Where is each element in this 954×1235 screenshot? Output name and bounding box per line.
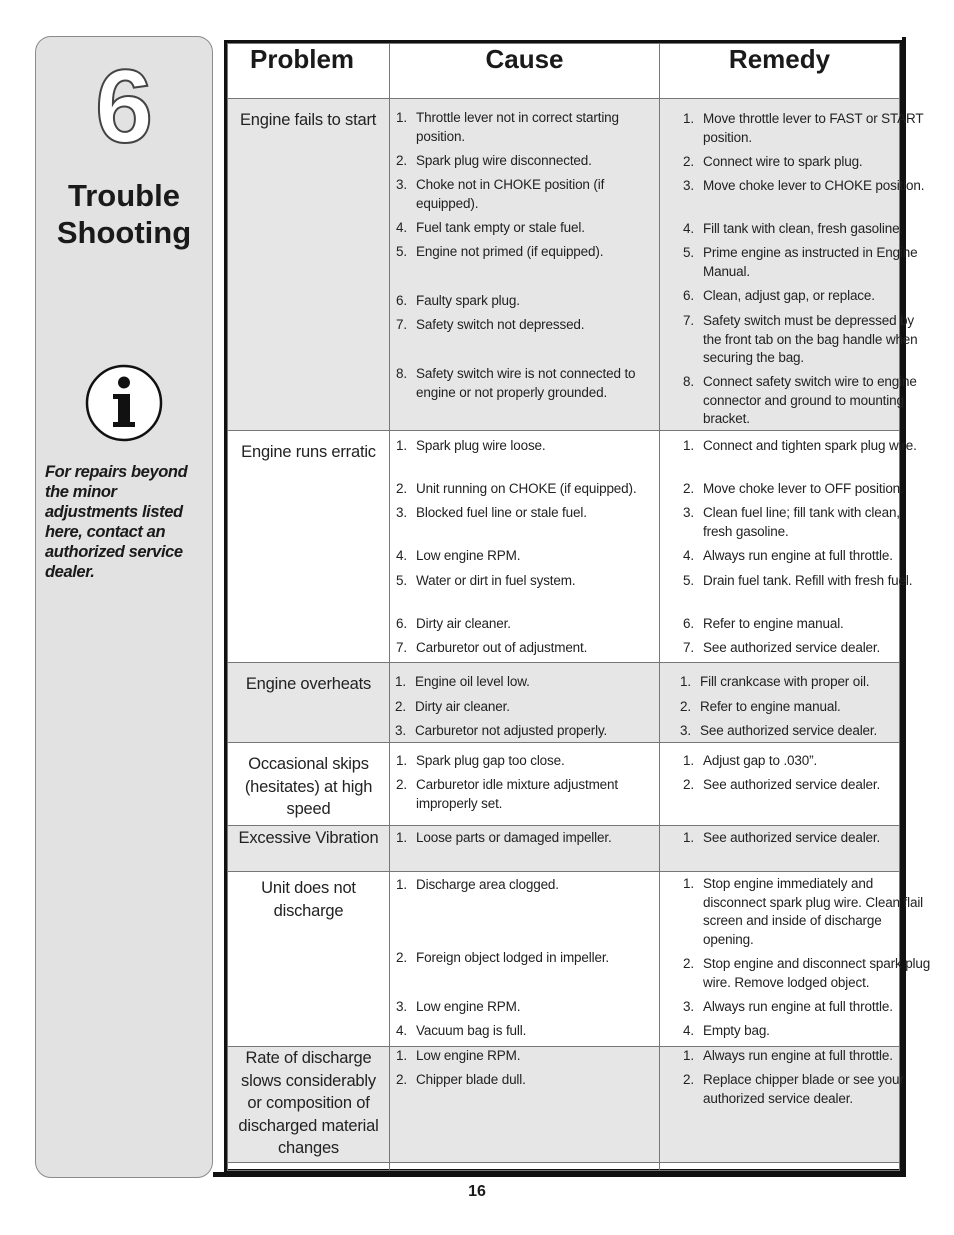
- item-text: Faulty spark plug.: [416, 293, 520, 308]
- item-text: Safety switch must be depressed by the front tab on the bag handle when securing the bag.: [703, 313, 918, 366]
- item-number: 1.: [396, 110, 407, 125]
- cause-item: [396, 547, 658, 566]
- item-number: 7.: [683, 313, 694, 328]
- chapter-number: 6: [95, 49, 153, 165]
- item-number: 4.: [683, 221, 694, 236]
- problem-cell: Engine runs erratic: [228, 431, 390, 663]
- item-number: 2.: [683, 777, 694, 792]
- cause-cell: [390, 1047, 660, 1163]
- item-text: Unit running on CHOKE (if equipped).: [416, 481, 637, 496]
- remedy-item: [683, 1047, 931, 1066]
- item-text: Always run engine at full throttle.: [703, 548, 893, 563]
- cause-item: [396, 480, 658, 499]
- item-text: Spark plug wire disconnected.: [416, 153, 592, 168]
- item-text: Vacuum bag is full.: [416, 1023, 527, 1038]
- remedy-item: [683, 547, 931, 566]
- cause-cell: [390, 826, 660, 872]
- item-number: 3.: [395, 723, 406, 738]
- cause-item: [396, 829, 658, 848]
- item-number: 5.: [396, 244, 407, 259]
- item-text: Replace chipper blade or see your authorized service dealer.: [703, 1072, 904, 1106]
- item-number: 1.: [683, 111, 694, 126]
- chapter-title: [36, 177, 212, 251]
- item-number: 7.: [396, 317, 407, 332]
- item-number: 3.: [396, 177, 407, 192]
- item-number: 2.: [680, 699, 691, 714]
- table-row: [228, 663, 900, 743]
- item-text: Always run engine at full throttle.: [703, 999, 893, 1014]
- item-number: 1.: [680, 674, 691, 689]
- cause-item: [396, 1071, 658, 1090]
- item-text: Refer to engine manual.: [700, 699, 841, 714]
- table-row: [228, 743, 900, 826]
- cause-item: [396, 109, 658, 146]
- remedy-column-header: Remedy: [660, 44, 900, 99]
- item-number: 8.: [396, 366, 407, 381]
- item-text: Low engine RPM.: [416, 548, 521, 563]
- item-number: 1.: [396, 438, 407, 453]
- item-number: 5.: [683, 573, 694, 588]
- item-text: Stop engine and disconnect spark plug wire. Remove lodged object.: [703, 956, 931, 990]
- cause-cell: [390, 663, 660, 743]
- cause-item: [395, 722, 657, 741]
- item-number: 2.: [395, 699, 406, 714]
- item-text: Prime engine as instructed in Engine Manual.: [703, 245, 918, 279]
- item-number: 2.: [396, 481, 407, 496]
- remedy-cell: [660, 826, 900, 872]
- item-text: Connect safety switch wire to engine connector and ground to mounting bracket.: [703, 374, 917, 427]
- cause-cell: [390, 872, 660, 1047]
- problem-cell: Excessive Vibration: [228, 826, 390, 872]
- item-text: Water or dirt in fuel system.: [416, 573, 576, 588]
- item-text: Clean fuel line; fill tank with clean, fresh gasoline.: [703, 505, 900, 539]
- cause-item: [396, 243, 658, 262]
- remedy-cell: [660, 1047, 904, 1163]
- remedy-cell: [660, 99, 925, 431]
- item-text: See authorized service dealer.: [703, 830, 881, 845]
- item-number: 6.: [396, 293, 407, 308]
- remedy-item: [683, 244, 931, 281]
- item-number: 4.: [396, 1023, 407, 1038]
- chapter-title-line-2: Shooting: [56, 215, 192, 250]
- item-text: Stop engine immediately and disconnect spark plug wire. Clean flail screen and inside of discharge opening.: [703, 876, 924, 948]
- chapter-title-line-1: Trouble: [68, 178, 180, 213]
- remedy-item: [683, 752, 931, 771]
- remedy-cell: [660, 872, 931, 1047]
- item-number: 6.: [683, 288, 694, 303]
- remedy-item: [683, 776, 931, 795]
- item-number: 2.: [396, 777, 407, 792]
- item-number: 5.: [683, 245, 694, 260]
- item-text: Safety switch wire is not connected to engine or not properly grounded.: [416, 366, 636, 400]
- cause-item: [395, 698, 657, 717]
- item-number: 1.: [683, 753, 694, 768]
- item-text: Throttle lever not in correct starting position.: [416, 110, 619, 144]
- item-text: See authorized service dealer.: [703, 640, 881, 655]
- spacer-cell: [390, 1163, 660, 1171]
- remedy-item: [683, 312, 931, 368]
- remedy-item: [683, 437, 931, 456]
- item-number: 2.: [683, 956, 694, 971]
- item-text: Connect wire to spark plug.: [703, 154, 863, 169]
- table-row: [228, 99, 900, 431]
- item-number: 1.: [396, 830, 407, 845]
- item-text: Carburetor not adjusted properly.: [415, 723, 608, 738]
- item-text: Always run engine at full throttle.: [703, 1048, 893, 1063]
- item-number: 2.: [396, 1072, 407, 1087]
- cause-column-header: Cause: [390, 44, 660, 99]
- item-text: Blocked fuel line or stale fuel.: [416, 505, 587, 520]
- remedy-item: [683, 110, 931, 147]
- item-text: Empty bag.: [703, 1023, 770, 1038]
- frame-shadow: [213, 1172, 906, 1177]
- cause-cell: [390, 431, 660, 663]
- remedy-item: [683, 998, 931, 1017]
- table-row: [228, 872, 900, 1047]
- remedy-cell: [660, 743, 900, 826]
- item-number: 2.: [396, 153, 407, 168]
- item-number: 6.: [396, 616, 407, 631]
- remedy-item: [683, 615, 931, 634]
- spacer-cell: [228, 1163, 390, 1171]
- item-number: 1.: [396, 1048, 407, 1063]
- item-number: 5.: [396, 573, 407, 588]
- item-text: Carburetor idle mixture adjustment improperly set.: [416, 777, 618, 811]
- item-text: Adjust gap to .030”.: [703, 753, 818, 768]
- item-text: Fill tank with clean, fresh gasoline.: [703, 221, 904, 236]
- chapter-tab: [35, 36, 213, 1178]
- cause-item: [395, 673, 657, 692]
- spacer-cell: [660, 1163, 900, 1171]
- table-row: [228, 1163, 900, 1171]
- item-number: 2.: [396, 950, 407, 965]
- remedy-item: [683, 829, 931, 848]
- item-text: Carburetor out of adjustment.: [416, 640, 588, 655]
- item-number: 3.: [683, 505, 694, 520]
- cause-item: [396, 572, 658, 591]
- item-text: Engine not primed (if equipped).: [416, 244, 604, 259]
- problem-cell: Unit does not discharge: [228, 872, 390, 1047]
- item-text: See authorized service dealer.: [703, 777, 881, 792]
- problem-column-header: Problem: [228, 44, 390, 99]
- item-text: Low engine RPM.: [416, 999, 521, 1014]
- item-number: 1.: [683, 876, 694, 891]
- service-note: For repairs beyond the minor adjustments listed here, contact an authorized service dealer.: [45, 463, 188, 581]
- remedy-item: [683, 287, 931, 306]
- cause-item: [396, 365, 658, 402]
- problem-cell: Occasional skips (hesitates) at high speed: [228, 743, 390, 826]
- item-text: Fuel tank empty or stale fuel.: [416, 220, 585, 235]
- remedy-cell: [660, 431, 917, 663]
- item-number: 4.: [683, 548, 694, 563]
- item-number: 7.: [683, 640, 694, 655]
- table-row: [228, 431, 900, 663]
- item-number: 2.: [683, 481, 694, 496]
- cause-item: [396, 776, 658, 813]
- item-text: Refer to engine manual.: [703, 616, 844, 631]
- remedy-item: [683, 373, 931, 429]
- cause-item: [396, 219, 658, 238]
- troubleshooting-table-frame: [224, 40, 931, 1172]
- item-number: 1.: [683, 1048, 694, 1063]
- cause-item: [396, 152, 658, 171]
- item-number: 1.: [683, 438, 694, 453]
- item-text: Engine oil level low.: [415, 674, 530, 689]
- item-text: Loose parts or damaged impeller.: [416, 830, 612, 845]
- remedy-item: [683, 220, 931, 239]
- problem-cell: Rate of discharge slows considerably or composition of discharged material changes: [228, 1047, 390, 1163]
- item-number: 1.: [395, 674, 406, 689]
- remedy-item: [683, 480, 931, 499]
- remedy-item: [683, 955, 931, 992]
- item-number: 1.: [396, 753, 407, 768]
- cause-item: [396, 437, 658, 456]
- item-number: 4.: [683, 1023, 694, 1038]
- item-text: Spark plug gap too close.: [416, 753, 565, 768]
- remedy-item: [683, 639, 931, 658]
- item-text: Safety switch not depressed.: [416, 317, 585, 332]
- item-number: 3.: [396, 505, 407, 520]
- remedy-item: [683, 572, 931, 591]
- item-number: 7.: [396, 640, 407, 655]
- item-text: Drain fuel tank. Refill with fresh fuel.: [703, 573, 913, 588]
- cause-item: [396, 1047, 658, 1066]
- info-icon: [85, 364, 163, 442]
- cause-cell: [390, 99, 660, 431]
- remedy-item: [683, 153, 931, 172]
- cause-item: [396, 1022, 658, 1041]
- item-text: Spark plug wire loose.: [416, 438, 546, 453]
- remedy-item: [683, 1022, 931, 1041]
- table-row: [228, 1047, 900, 1163]
- remedy-item: [680, 698, 928, 717]
- problem-cell: Engine fails to start: [228, 99, 390, 431]
- cause-item: [396, 752, 658, 771]
- item-text: See authorized service dealer.: [700, 723, 878, 738]
- item-text: Low engine RPM.: [416, 1048, 521, 1063]
- cause-item: [396, 615, 658, 634]
- item-text: Dirty air cleaner.: [415, 699, 510, 714]
- item-number: 3.: [396, 999, 407, 1014]
- item-text: Move choke lever to CHOKE position.: [703, 178, 925, 193]
- cause-cell: [390, 743, 660, 826]
- remedy-cell: [660, 663, 900, 743]
- item-number: 3.: [683, 999, 694, 1014]
- remedy-item: [680, 722, 928, 741]
- item-text: Chipper blade dull.: [416, 1072, 526, 1087]
- item-text: Fill crankcase with proper oil.: [700, 674, 870, 689]
- remedy-item: [683, 504, 931, 541]
- item-number: 4.: [396, 548, 407, 563]
- remedy-item: [683, 177, 931, 196]
- cause-item: [396, 998, 658, 1017]
- item-number: 1.: [396, 877, 407, 892]
- item-text: Clean, adjust gap, or replace.: [703, 288, 875, 303]
- item-number: 6.: [683, 616, 694, 631]
- table-row: [228, 826, 900, 872]
- cause-item: [396, 876, 658, 895]
- cause-item: [396, 176, 658, 213]
- cause-item: [396, 292, 658, 311]
- cause-item: [396, 949, 658, 968]
- cause-item: [396, 316, 658, 335]
- cause-item: [396, 639, 658, 658]
- item-text: Move choke lever to OFF position.: [703, 481, 904, 496]
- item-number: 3.: [680, 723, 691, 738]
- remedy-item: [683, 875, 931, 950]
- remedy-item: [683, 1071, 931, 1108]
- remedy-item: [680, 673, 928, 692]
- item-number: 3.: [683, 178, 694, 193]
- page-number: 16: [468, 1183, 486, 1200]
- item-text: Discharge area clogged.: [416, 877, 559, 892]
- item-text: Move throttle lever to FAST or START position.: [703, 111, 924, 145]
- item-text: Choke not in CHOKE position (if equipped).: [416, 177, 605, 211]
- item-text: Foreign object lodged in impeller.: [416, 950, 610, 965]
- item-number: 2.: [683, 1072, 694, 1087]
- problem-cell: Engine overheats: [228, 663, 390, 743]
- item-text: Connect and tighten spark plug wire.: [703, 438, 917, 453]
- item-number: 8.: [683, 374, 694, 389]
- troubleshooting-table: [227, 43, 931, 1171]
- cause-item: [396, 504, 658, 523]
- item-number: 4.: [396, 220, 407, 235]
- item-number: 1.: [683, 830, 694, 845]
- item-text: Dirty air cleaner.: [416, 616, 511, 631]
- table-header-row: [228, 44, 900, 99]
- item-number: 2.: [683, 154, 694, 169]
